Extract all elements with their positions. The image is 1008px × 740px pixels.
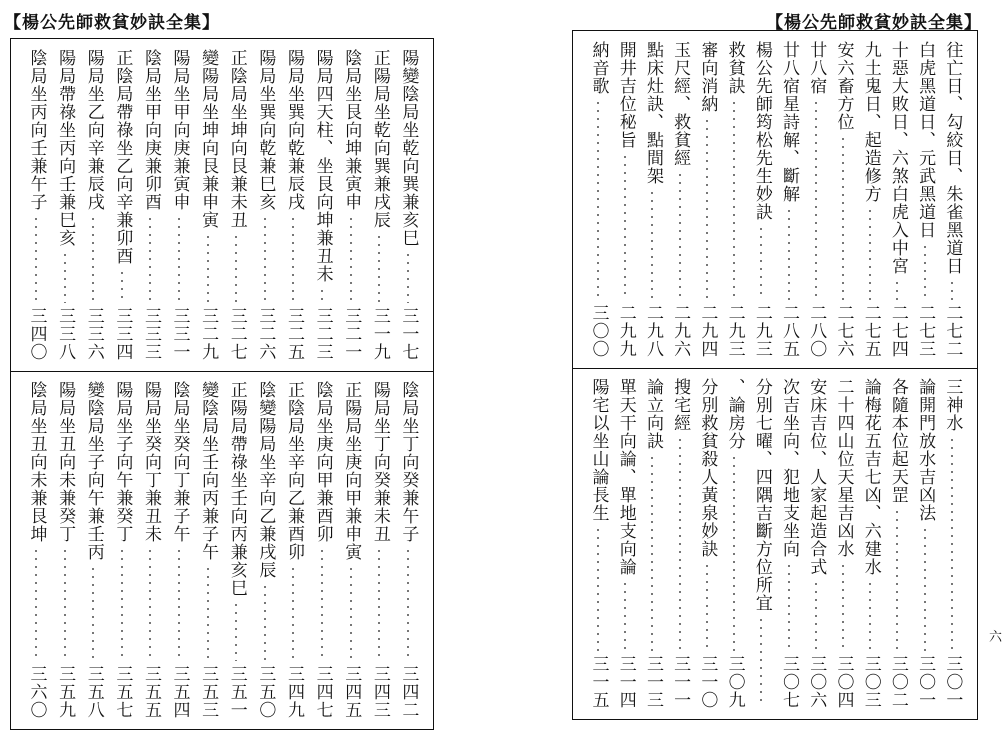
toc-entry-title: 陽局坐甲向庚兼寅申 [169,49,190,211]
toc-entry-title: 搜宅經 [670,378,691,432]
toc-entry-title: 點床灶訣、點間架 [642,41,663,185]
toc-entry-page-number: 三四七 [312,665,333,719]
toc-entry-title: 陽變陰局坐乾向巽兼亥巳 [398,49,419,247]
toc-entry [694,378,720,709]
toc-entry-title: 正陽局帶祿坐壬向丙兼亥巳 [226,381,247,597]
toc-entry [694,41,720,358]
toc-entry-page-number: 三五七 [112,665,133,719]
toc-entry-page-number: 三五〇 [255,665,276,719]
dot-leader [842,135,844,300]
toc-entry-title: 論開門放水吉凶法 [915,378,936,522]
dot-leader [321,547,323,661]
toc-entry [223,49,249,361]
right-lower-panel [573,368,977,719]
dot-leader [869,580,871,651]
toc-entry [939,378,965,709]
toc-entry-title: 三神水 [942,378,963,432]
toc-entry [280,381,306,719]
toc-entry-page-number: 三一七 [398,307,419,361]
toc-entry [80,49,106,361]
dot-leader [951,436,953,651]
dot-leader [292,215,294,303]
toc-entry-title: 陰局坐丙向壬兼午子 [26,49,47,211]
right-lower-columns [573,368,977,719]
toc-entry-title: 分別救貧殺人黃泉妙訣 [697,378,718,558]
toc-entry [395,381,421,719]
dot-leader [788,207,790,300]
toc-entry [585,378,611,709]
dot-leader [924,243,926,300]
toc-entry-title: 安六畜方位 [833,41,854,131]
dot-leader [760,225,762,300]
toc-entry-title: 各隨本位起天罡 [887,378,908,504]
dot-leader [896,508,898,651]
toc-entry [667,41,693,358]
toc-entry-title: 陰局坐艮向坤兼寅申 [341,49,362,211]
right-page-header: 【楊公先師救貧妙訣全集】 [766,13,982,33]
toc-entry-page-number: 三一一 [670,655,691,709]
toc-entry [338,381,364,719]
toc-entry-title: 論立向訣 [642,378,663,450]
toc-entry-page-number: 三〇二 [887,655,908,709]
dot-leader [407,251,409,303]
toc-entry-title: 分別七曜、四隅吉斷方位所宜 [751,378,772,612]
toc-entry-title: 單天干向論、單地支向論 [615,378,636,576]
toc-entry-page-number: 三二三 [312,307,333,361]
toc-entry-page-number: 三〇四 [833,655,854,709]
toc-entry-page-number: 三〇〇 [588,304,609,358]
right-upper-columns [573,31,977,368]
toc-entry [803,378,829,709]
toc-entry [166,49,192,361]
dot-leader [92,215,94,303]
dot-leader [235,601,237,661]
toc-entry [884,41,910,358]
dot-leader [597,99,599,300]
toc-entry-page-number: 三一三 [642,655,663,709]
dot-leader [788,562,790,651]
toc-entry-page-number: 二九九 [615,304,636,358]
toc-entry [252,49,278,361]
toc-entry-page-number: 三四三 [369,665,390,719]
toc-entry-title: 玉尺經、救貧經 [670,41,691,167]
toc-entry-title: 陰局坐癸向丁兼子午 [169,381,190,543]
dot-leader [760,616,762,705]
toc-entry-title: 正陽局坐乾向巽兼戌辰 [369,49,390,229]
dot-leader [207,565,209,661]
toc-entry-title: 變陽局坐坤向艮兼申寅 [198,49,219,229]
dot-leader [149,215,151,303]
right-upper-panel [573,31,977,369]
toc-entry [109,49,135,361]
toc-entry [366,381,392,719]
toc-entry [721,378,747,709]
toc-entry-page-number: 三三三 [140,307,161,361]
toc-entry-page-number: 三一五 [588,655,609,709]
dot-leader [292,565,294,661]
toc-entry-title: 陽局坐丑向未兼癸丁 [55,381,76,543]
toc-entry [585,41,611,358]
dot-leader [207,233,209,303]
toc-entry-title: 陽局四天柱、坐艮向坤兼丑未 [312,49,333,283]
toc-entry-title: 楊公先師筠松先生妙訣 [751,41,772,221]
toc-entry [912,378,938,709]
toc-entry-page-number: 三〇三 [860,655,881,709]
toc-entry-title: 次吉坐向、犯地支坐向 [779,378,800,558]
toc-entry [52,381,78,719]
toc-entry-page-number: 二九三 [724,304,745,358]
dot-leader [706,117,708,300]
toc-entry [776,378,802,709]
toc-entry-page-number: 二九六 [670,304,691,358]
dot-leader [264,215,266,303]
toc-entry-page-number: 三〇一 [915,655,936,709]
toc-entry-page-number: 三五四 [169,665,190,719]
toc-entry-page-number: 二八〇 [806,304,827,358]
dot-leader [235,233,237,303]
toc-entry [776,41,802,358]
toc-entry-title: 陽宅以坐山論長生 [588,378,609,522]
dot-leader [121,269,123,303]
toc-entry-title: 廿八宿 [806,41,827,95]
dot-leader [651,454,653,651]
toc-entry-title: 陰局坐甲向庚兼卯酉 [140,49,161,211]
toc-entry [23,49,49,361]
toc-entry-page-number: 三五八 [83,665,104,719]
toc-entry-page-number: 三〇七 [779,655,800,709]
left-page [10,38,434,730]
dot-leader [624,153,626,300]
toc-entry [80,381,106,719]
toc-entry-title: 廿八宿星詩解、斷解 [779,41,800,203]
side-page-number: 六 [988,630,1002,645]
toc-entry [280,49,306,361]
dot-leader [378,233,380,303]
toc-entry-page-number: 三一四 [615,655,636,709]
toc-entry [195,49,221,361]
toc-entry-title: 開井吉位秘旨 [615,41,636,149]
toc-entry-title: 陽局坐子向午兼癸丁 [112,381,133,543]
toc-entry-title: 變陰局坐壬向丙兼子午 [198,381,219,561]
toc-entry-title: 陽局坐癸向丁兼丑未 [140,381,161,543]
toc-entry [109,381,135,719]
toc-entry-title: 安床吉位、人家起造合式 [806,378,827,576]
toc-entry-title: 正陰局坐坤向艮兼未丑 [226,49,247,229]
toc-entry-page-number: 二九四 [697,304,718,358]
toc-entry-title: 納音歌 [588,41,609,95]
toc-entry-page-number: 三〇一 [942,655,963,709]
toc-entry-page-number: 二九八 [642,304,663,358]
toc-entry-title: 、論房分 [724,378,745,450]
toc-entry-page-number: 三一九 [369,307,390,361]
toc-entry-title: 審向消納 [697,41,718,113]
toc-entry [884,378,910,709]
toc-entry-page-number: 三六〇 [26,665,47,719]
toc-entry-page-number: 三五一 [226,665,247,719]
toc-entry-page-number: 二七二 [942,304,963,358]
dot-leader [264,583,266,661]
toc-entry-page-number: 二七三 [915,304,936,358]
toc-entry-title: 陰局坐庚向甲兼酉卯 [312,381,333,543]
toc-entry [939,41,965,358]
toc-entry-title: 救貧訣 [724,41,745,95]
dot-leader [924,526,926,651]
toc-entry [830,378,856,709]
toc-entry-page-number: 三四五 [341,665,362,719]
dot-leader [869,207,871,300]
toc-entry [857,41,883,358]
left-upper-panel [11,39,433,372]
toc-entry [830,41,856,358]
toc-entry-page-number: 二七四 [887,304,908,358]
toc-entry-page-number: 三五九 [55,665,76,719]
toc-entry [366,49,392,361]
toc-entry [612,41,638,358]
toc-entry-page-number: 二七五 [860,304,881,358]
dot-leader [64,251,66,303]
toc-entry [137,49,163,361]
toc-entry-title: 陽局帶祿坐丙向壬兼巳亥 [55,49,76,247]
dot-leader [178,547,180,661]
toc-entry-title: 陰局坐丑向未兼艮坤 [26,381,47,543]
toc-entry-page-number: 三三一 [169,307,190,361]
toc-entry-title: 正陽局坐庚向甲兼申寅 [341,381,362,561]
dot-leader [651,189,653,300]
toc-entry-page-number: 三四〇 [26,307,47,361]
dot-leader [624,580,626,651]
toc-entry-page-number: 三三四 [112,307,133,361]
dot-leader [407,547,409,661]
toc-entry [223,381,249,719]
toc-entry [639,41,665,358]
toc-entry [195,381,221,719]
toc-entry-title: 陰局坐丁向癸兼午子 [398,381,419,543]
left-lower-columns [11,371,433,729]
dot-leader [815,99,817,300]
toc-entry-page-number: 三三八 [55,307,76,361]
toc-entry-page-number: 二九三 [751,304,772,358]
toc-entry [748,41,774,358]
toc-entry [748,378,774,709]
toc-entry-title: 白虎黑道日、元武黑道日 [915,41,936,239]
toc-entry-page-number: 二八五 [779,304,800,358]
dot-leader [679,171,681,300]
dot-leader [733,454,735,651]
dot-leader [149,547,151,661]
toc-entry-title: 往亡日、勾絞日、朱雀黑道日 [942,41,963,275]
toc-entry-page-number: 三二七 [226,307,247,361]
toc-entry-page-number: 三四九 [283,665,304,719]
dot-leader [706,562,708,651]
toc-entry [252,381,278,719]
toc-entry-page-number: 三二一 [341,307,362,361]
dot-leader [92,565,94,661]
dot-leader [951,279,953,300]
toc-entry [612,378,638,709]
toc-entry-title: 十惡大敗日、六煞白虎入中宮 [887,41,908,275]
toc-entry-title: 變陰局坐子向午兼壬丙 [83,381,104,561]
toc-entry-page-number: 三二五 [283,307,304,361]
toc-entry-title: 論梅花五吉七凶、六建水 [860,378,881,576]
toc-entry [395,49,421,361]
toc-entry-page-number: 三二六 [255,307,276,361]
dot-leader [733,99,735,300]
toc-entry-page-number: 三四二 [398,665,419,719]
toc-entry-title: 陽局坐乙向辛兼辰戌 [83,49,104,211]
toc-entry [309,49,335,361]
toc-entry [857,378,883,709]
toc-entry [721,41,747,358]
toc-entry-title: 陽局坐丁向癸兼未丑 [369,381,390,543]
dot-leader [815,580,817,651]
dot-leader [597,526,599,651]
toc-entry-page-number: 三〇九 [724,655,745,709]
dot-leader [64,547,66,661]
toc-entry-page-number: 三三六 [83,307,104,361]
toc-entry-page-number: 二七六 [833,304,854,358]
toc-entry [667,378,693,709]
toc-entry [912,41,938,358]
dot-leader [378,547,380,661]
dot-leader [842,562,844,651]
toc-entry-page-number: 三〇六 [806,655,827,709]
toc-entry-title: 陽局坐巽向乾兼辰戌 [283,49,304,211]
toc-entry-page-number: 三五三 [198,665,219,719]
toc-entry [52,49,78,361]
toc-entry-title: 二十四山位天星吉凶水 [833,378,854,558]
toc-entry-title: 正陰局帶祿坐乙向辛兼卯酉 [112,49,133,265]
toc-entry [166,381,192,719]
dot-leader [350,565,352,661]
dot-leader [896,279,898,300]
dot-leader [679,436,681,651]
dot-leader [321,287,323,303]
left-lower-panel [11,371,433,729]
toc-entry [309,381,335,719]
left-page-header: 【楊公先師救貧妙訣全集】 [4,13,220,33]
dot-leader [121,547,123,661]
toc-entry-page-number: 三一〇 [697,655,718,709]
dot-leader [178,215,180,303]
dot-leader [35,547,37,661]
toc-entry [137,381,163,719]
right-page [572,30,978,720]
toc-entry-title: 九土鬼日、起造修方 [860,41,881,203]
toc-entry-page-number: 三二九 [198,307,219,361]
toc-entry [803,41,829,358]
toc-entry-title: 正陰局坐辛向乙兼酉卯 [283,381,304,561]
toc-entry-page-number: 三五五 [140,665,161,719]
toc-entry [639,378,665,709]
toc-entry-title: 陽局坐巽向乾兼巳亥 [255,49,276,211]
dot-leader [35,215,37,303]
toc-entry-title: 陰變陽局坐辛向乙兼戌辰 [255,381,276,579]
dot-leader [350,215,352,303]
left-upper-columns [11,39,433,371]
toc-entry [23,381,49,719]
toc-entry [338,49,364,361]
